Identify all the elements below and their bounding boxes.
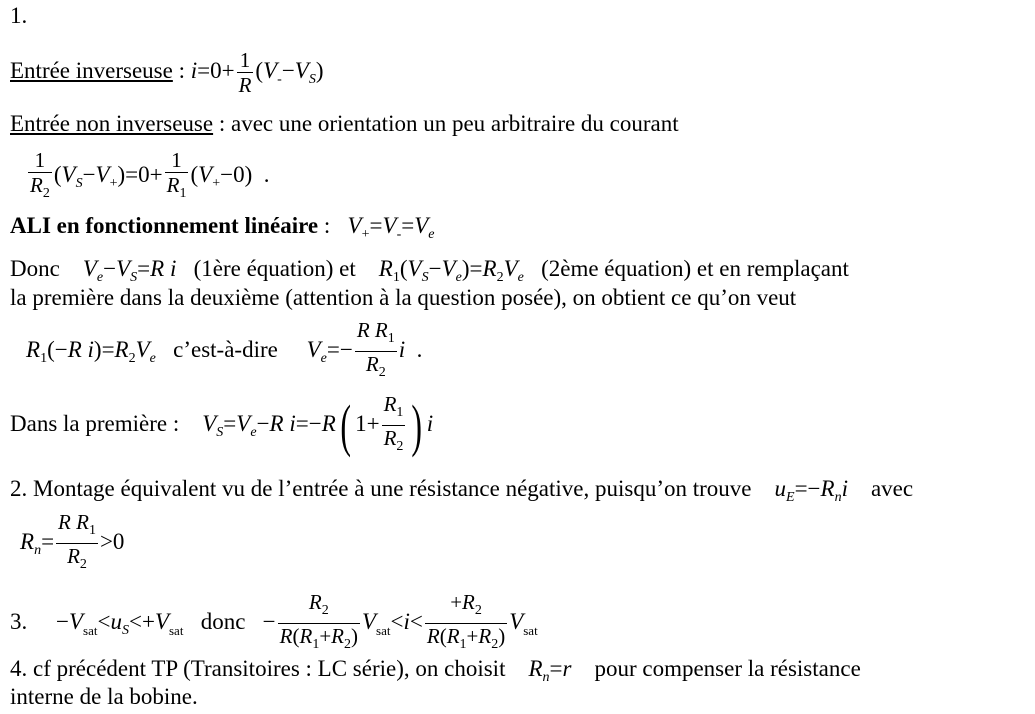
question-4-line-2: interne de la bobine. (10, 684, 198, 709)
dans-la-premiere: Dans la première : (10, 410, 180, 436)
equation-1: $V_e-V_S=R$ i (82, 256, 177, 285)
ali-linear-label: ALI en fonctionnement linéaire (10, 213, 319, 238)
question-2-text: 2. Montage équivalent vu de l’entrée à une résistance négative, puisqu’on trouve (10, 476, 752, 501)
ali-linear-line (10, 212, 435, 249)
equation-i-bounds: − $\frac{R_2}{R(R_1+R_2)}$ $V_{sat}<i<$ $\frac{+R_2}{R(R_1+R_2)}$ $V_{sat}$ (262, 590, 538, 652)
ali-linear-sep: : (318, 213, 331, 238)
question-4-text-end: pour compenser la résistance (594, 656, 861, 681)
equation-ue: $u_E=-R_ni$ (774, 476, 848, 505)
equation-1-tag: (1ère équation) et (193, 256, 356, 281)
equation-vs: $V_S=V_e-R$ i=−R( 1+ $\frac{R_1}{R_2}$ ) i (202, 392, 434, 458)
question-4-text: 4. cf précédent TP (Transitoires : LC série), on choisit (10, 656, 506, 681)
equation-rn: $R_n=$ $\frac{R R_1}{R_2}$ >0 (20, 510, 125, 572)
equation-2: $R_1(V_S-V_e)=R_2V_e$ (378, 256, 524, 285)
inverting-input-line (10, 48, 324, 97)
question-3-donc: donc (200, 608, 246, 634)
equation-2-tag: (2ème équation) et en remplaçant (541, 256, 849, 281)
equation-us-bounds: $-V_{sat}<u_S<+V_{sat}$ (56, 608, 184, 638)
vs-line (10, 392, 433, 459)
result-line (26, 318, 422, 385)
equation-ali: $V_+=V_-=V_e$ (347, 213, 435, 242)
question-2-line (10, 475, 913, 512)
question-1-number: 1. (10, 3, 28, 28)
equation-noninverting: $\frac{1}{R_2}$ $(V_S-V_+)=0+$ $\frac{1}{R_1}$ $(V_+-0)$ . (30, 148, 270, 201)
noninverting-input-line (10, 110, 679, 138)
question-3-line (10, 590, 538, 657)
question-2-avec: avec (870, 476, 914, 501)
substitution-line: la première dans la deuxième (attention à la question posée), on obtient ce qu’on veut (10, 285, 797, 310)
cest-a-dire: c’est-à-dire (173, 336, 278, 362)
equation-substituted: $R_1(-R$ $i)=R_2V_e$ (26, 336, 156, 366)
inverting-input-sep: : (172, 57, 191, 83)
noninverting-input-text: : avec une orientation un peu arbitraire du courant (213, 111, 679, 136)
equation-inverting: i=0+ $\frac{1}{R}$ $(V_--V_S)$ (190, 48, 324, 97)
inverting-input-label: Entrée inverseuse (10, 57, 173, 83)
equation-ve: $V_e=-$ $\frac{R R_1}{R_2}$ i . (306, 318, 423, 380)
noninverting-input-label: Entrée non inverseuse (10, 111, 214, 136)
equation-rn-r: $R_n=r$ (528, 656, 572, 685)
question-3-number: 3. (10, 608, 28, 634)
donc-label: Donc (10, 256, 60, 281)
